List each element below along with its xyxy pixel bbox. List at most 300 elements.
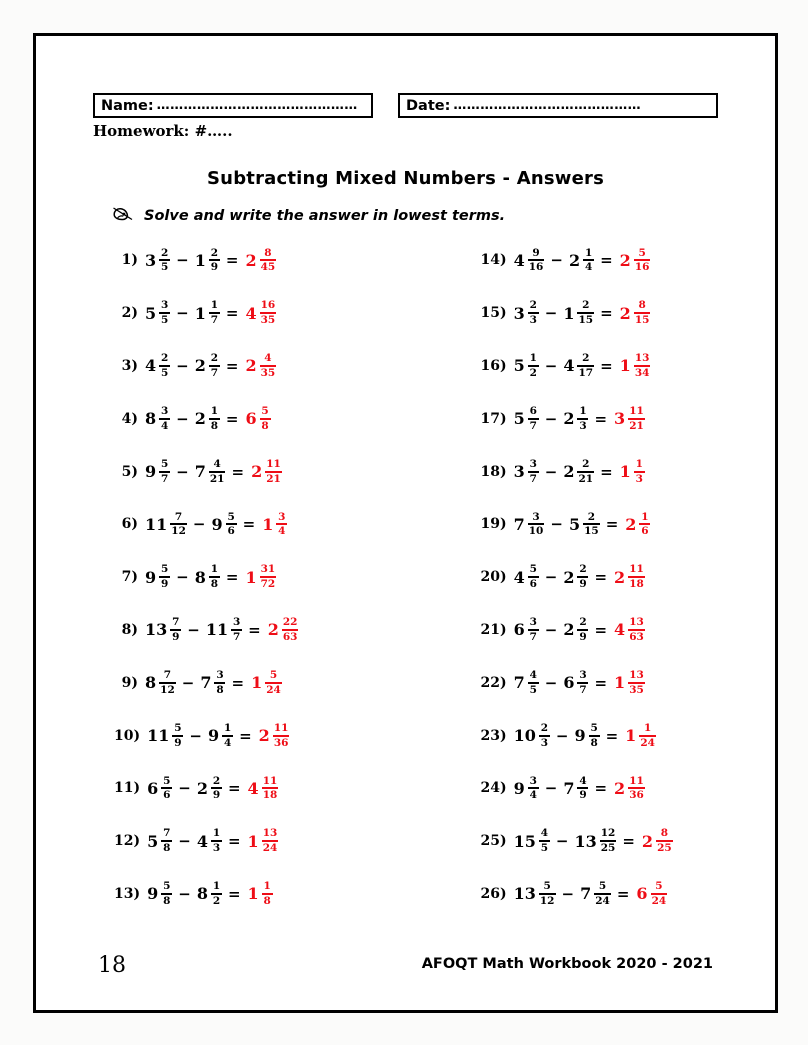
problem-row — [114, 815, 406, 868]
fraction-numerator: 13 — [634, 352, 650, 365]
minus-operator: − — [187, 620, 200, 639]
fraction — [262, 828, 279, 853]
fraction-numerator: 7 — [163, 669, 172, 682]
whole-part: 1 — [245, 567, 257, 587]
mixed-number — [268, 617, 299, 642]
fraction-numerator: 3 — [529, 616, 537, 629]
whole-part: 10 — [513, 726, 536, 746]
problem-row — [481, 498, 776, 551]
fraction-numerator: 2 — [582, 457, 590, 470]
whole-part: 1 — [619, 356, 631, 376]
whole-part: 2 — [245, 356, 257, 376]
fraction — [528, 776, 539, 801]
problem-row — [481, 762, 776, 815]
fraction-denominator: 5 — [160, 314, 169, 327]
problem-expression — [145, 512, 287, 537]
whole-part: 13 — [145, 620, 168, 640]
problem-number: 21) — [480, 621, 507, 638]
minus-operator: − — [176, 462, 189, 481]
fraction-denominator: 21 — [578, 472, 594, 485]
fraction — [628, 564, 645, 589]
fraction-denominator: 9 — [212, 789, 221, 802]
equals-operator: = — [605, 515, 619, 534]
fraction-numerator: 31 — [260, 563, 276, 576]
problem-expression — [514, 512, 651, 537]
whole-part: 4 — [513, 250, 525, 270]
fraction-denominator: 5 — [529, 683, 537, 696]
student-info-row — [93, 93, 718, 118]
fraction — [209, 248, 220, 273]
problem-number: 8) — [121, 621, 138, 638]
fraction — [265, 670, 282, 695]
mixed-number — [145, 564, 170, 589]
fraction — [159, 670, 176, 695]
fraction-numerator: 3 — [216, 669, 224, 682]
mixed-number — [514, 670, 539, 695]
fraction-denominator: 21 — [266, 472, 281, 485]
fraction-numerator: 3 — [232, 616, 241, 629]
fraction — [209, 300, 220, 325]
fraction — [577, 670, 588, 695]
problem-columns — [36, 234, 775, 920]
fraction-numerator: 1 — [635, 457, 643, 470]
minus-operator: − — [561, 884, 575, 903]
problem-row — [114, 445, 406, 498]
fraction-denominator: 3 — [529, 314, 537, 327]
whole-part: 1 — [563, 303, 575, 323]
fraction — [528, 353, 539, 378]
fraction — [528, 670, 539, 695]
mixed-number — [563, 406, 588, 431]
problem-row — [481, 340, 776, 393]
mixed-number — [642, 828, 673, 853]
problem-number: 26) — [480, 885, 507, 902]
fraction-denominator: 8 — [261, 419, 269, 432]
mixed-number — [574, 828, 616, 853]
equals-operator: = — [622, 832, 635, 851]
fraction — [159, 459, 170, 484]
fraction-denominator: 3 — [635, 472, 643, 485]
problem-number: 10) — [114, 727, 141, 744]
page-number: 18 — [98, 953, 126, 978]
problem-row — [114, 340, 406, 393]
minus-operator: − — [544, 620, 558, 639]
fraction — [260, 406, 271, 431]
whole-part: 1 — [262, 514, 274, 534]
mixed-number — [580, 881, 611, 906]
problem-expression — [145, 670, 282, 695]
fraction-numerator: 1 — [223, 721, 232, 734]
mixed-number — [514, 776, 539, 801]
fraction-numerator: 5 — [163, 880, 171, 893]
problem-row — [481, 656, 776, 709]
mixed-number — [195, 459, 226, 484]
whole-part: 3 — [513, 303, 525, 323]
fraction-denominator: 7 — [529, 630, 537, 643]
problem-expression — [145, 353, 276, 378]
equals-operator: = — [600, 251, 613, 270]
equals-operator: = — [227, 779, 241, 798]
fraction-denominator: 9 — [174, 736, 182, 749]
fraction-numerator: 11 — [273, 721, 289, 734]
mixed-number — [251, 670, 282, 695]
fraction — [651, 881, 668, 906]
whole-part: 13 — [513, 884, 536, 904]
name-field[interactable] — [93, 93, 373, 118]
mixed-number — [514, 617, 539, 642]
problem-row — [114, 287, 406, 340]
fraction-numerator: 8 — [660, 827, 669, 840]
fraction-denominator: 24 — [262, 842, 278, 855]
fraction-numerator: 2 — [579, 563, 587, 576]
mixed-number — [251, 459, 282, 484]
fraction — [528, 617, 539, 642]
fraction-numerator: 5 — [261, 405, 269, 418]
fraction — [214, 670, 225, 695]
whole-part: 2 — [641, 831, 654, 851]
minus-operator: − — [176, 304, 189, 323]
fraction-numerator: 2 — [160, 352, 169, 365]
fraction-numerator: 1 — [529, 352, 537, 365]
fraction-denominator: 16 — [634, 261, 650, 274]
mixed-number — [514, 723, 550, 748]
mixed-number — [145, 353, 170, 378]
fraction-numerator: 5 — [227, 510, 235, 523]
fraction-numerator: 8 — [264, 246, 272, 259]
whole-part: 9 — [211, 514, 223, 534]
equals-operator: = — [227, 832, 241, 851]
mixed-number — [248, 776, 279, 801]
whole-part: 2 — [245, 250, 257, 270]
fraction-numerator: 1 — [641, 510, 649, 523]
fraction-numerator: 1 — [210, 299, 219, 312]
equals-operator: = — [616, 884, 630, 903]
date-dotted-line: …………………………………… — [453, 98, 641, 113]
fraction-numerator: 5 — [598, 880, 607, 893]
fraction-denominator: 63 — [282, 630, 298, 643]
problem-number: 3) — [121, 357, 138, 374]
equals-operator: = — [594, 673, 608, 692]
problem-number: 6) — [121, 516, 138, 533]
whole-part: 8 — [145, 409, 157, 429]
fraction-denominator: 18 — [262, 789, 278, 802]
problem-number: 11) — [114, 780, 141, 797]
fraction — [656, 828, 673, 853]
fraction — [159, 564, 170, 589]
fraction-denominator: 3 — [212, 842, 221, 855]
problem-number: 25) — [480, 833, 507, 850]
minus-operator: − — [544, 568, 558, 587]
fraction-denominator: 6 — [641, 525, 649, 538]
fraction-numerator: 3 — [529, 774, 537, 787]
fraction — [273, 723, 290, 748]
fraction — [589, 723, 600, 748]
fraction — [231, 617, 242, 642]
fraction-denominator: 2 — [212, 894, 221, 907]
whole-part: 6 — [636, 884, 648, 904]
whole-part: 2 — [194, 409, 206, 429]
page-title: Subtracting Mixed Numbers - Answers — [207, 168, 604, 190]
fraction-denominator: 7 — [210, 314, 219, 327]
fraction-numerator: 11 — [629, 774, 644, 787]
mixed-number — [514, 459, 539, 484]
problem-expression — [514, 406, 645, 431]
mixed-number — [259, 723, 290, 748]
fraction-denominator: 25 — [657, 842, 672, 855]
problem-number: 15) — [480, 305, 507, 322]
fraction — [628, 670, 645, 695]
whole-part: 11 — [147, 726, 170, 746]
fraction-numerator: 4 — [264, 352, 272, 365]
mixed-number — [145, 406, 170, 431]
problem-expression — [514, 828, 673, 853]
fraction-denominator: 9 — [172, 630, 180, 643]
minus-operator: − — [176, 356, 189, 375]
problem-row — [481, 445, 776, 498]
whole-part: 1 — [247, 831, 259, 851]
problem-row — [114, 392, 406, 445]
fraction — [282, 617, 299, 642]
minus-operator: − — [544, 673, 558, 692]
minus-operator: − — [192, 515, 206, 534]
problem-row — [114, 762, 406, 815]
mixed-number — [248, 881, 273, 906]
fraction — [159, 353, 170, 378]
problem-expression — [514, 617, 645, 642]
problem-row — [481, 234, 776, 287]
equals-operator: = — [594, 409, 608, 428]
fraction — [600, 828, 617, 853]
problem-expression — [514, 459, 645, 484]
fraction-numerator: 1 — [210, 405, 219, 418]
fraction-denominator: 3 — [579, 419, 587, 432]
problem-row — [114, 868, 406, 921]
mixed-number — [514, 564, 539, 589]
fraction — [528, 406, 539, 431]
problem-row — [481, 868, 776, 921]
mixed-number — [211, 512, 236, 537]
whole-part: 1 — [251, 673, 263, 693]
fraction-numerator: 11 — [629, 405, 644, 418]
minus-operator: − — [178, 832, 191, 851]
fraction — [209, 406, 220, 431]
whole-part: 9 — [147, 884, 159, 904]
fraction-denominator: 7 — [160, 472, 169, 485]
mixed-number — [245, 353, 276, 378]
mixed-number — [620, 459, 645, 484]
whole-part: 5 — [513, 356, 525, 376]
mixed-number — [197, 776, 222, 801]
fraction-denominator: 8 — [210, 419, 219, 432]
minus-operator: − — [176, 251, 189, 270]
fraction-denominator: 9 — [160, 578, 169, 591]
fraction — [628, 776, 645, 801]
fraction — [209, 564, 220, 589]
mixed-number — [145, 300, 170, 325]
whole-part: 2 — [563, 567, 575, 587]
whole-part: 2 — [563, 462, 575, 482]
whole-part: 2 — [196, 778, 208, 798]
mixed-number — [563, 459, 594, 484]
fraction-denominator: 12 — [171, 525, 186, 538]
fraction — [583, 248, 594, 273]
whole-part: 9 — [145, 462, 157, 482]
fraction-denominator: 9 — [579, 630, 587, 643]
fraction-denominator: 35 — [629, 683, 644, 696]
fraction — [577, 406, 588, 431]
fraction-numerator: 2 — [529, 299, 537, 312]
equals-operator: = — [225, 568, 239, 587]
problem-number: 9) — [121, 674, 138, 691]
whole-part: 2 — [619, 303, 631, 323]
whole-part: 2 — [563, 620, 575, 640]
fraction-numerator: 1 — [210, 563, 219, 576]
fraction-denominator: 8 — [163, 842, 171, 855]
minus-operator: − — [176, 568, 189, 587]
mixed-number — [245, 300, 276, 325]
fraction — [265, 459, 282, 484]
fraction-denominator: 7 — [232, 630, 241, 643]
date-field[interactable] — [398, 93, 718, 118]
minus-operator: − — [544, 462, 558, 481]
fraction — [159, 406, 170, 431]
fraction-denominator: 24 — [266, 683, 281, 696]
fraction-denominator: 21 — [629, 419, 644, 432]
whole-part: 2 — [258, 726, 270, 746]
mixed-number — [200, 670, 225, 695]
fraction-numerator: 2 — [210, 352, 219, 365]
fraction-numerator: 7 — [172, 616, 180, 629]
name-label: Name: — [101, 97, 154, 114]
fraction — [211, 828, 222, 853]
fraction — [577, 564, 588, 589]
fraction-numerator: 2 — [212, 774, 221, 787]
mixed-number — [195, 564, 220, 589]
equals-operator: = — [227, 884, 241, 903]
problem-expression — [514, 776, 645, 801]
mixed-number — [197, 828, 222, 853]
problem-row — [114, 604, 406, 657]
whole-part: 8 — [196, 884, 208, 904]
mixed-number — [563, 300, 594, 325]
fraction-denominator: 8 — [163, 894, 171, 907]
problem-row — [481, 709, 776, 762]
whole-part: 2 — [614, 778, 626, 798]
minus-operator: − — [544, 779, 558, 798]
fraction-numerator: 2 — [587, 510, 596, 523]
fraction-numerator: 3 — [579, 669, 587, 682]
fraction — [577, 300, 594, 325]
fraction-numerator: 1 — [643, 721, 652, 734]
fraction — [260, 564, 277, 589]
mixed-number — [563, 617, 588, 642]
problem-expression — [145, 617, 298, 642]
problem-row — [481, 551, 776, 604]
fraction-denominator: 4 — [584, 261, 593, 274]
fraction-denominator: 10 — [528, 525, 544, 538]
fraction — [209, 353, 220, 378]
minus-operator: − — [550, 251, 563, 270]
fraction-numerator: 5 — [655, 880, 663, 893]
name-dotted-line: ……………………………………… — [156, 98, 358, 113]
fraction-denominator: 15 — [634, 314, 650, 327]
problem-expression — [514, 670, 645, 695]
equals-operator: = — [600, 304, 613, 323]
fraction-denominator: 9 — [579, 578, 587, 591]
fraction — [262, 881, 273, 906]
fraction-numerator: 1 — [584, 246, 593, 259]
problem-number: 1) — [121, 252, 138, 269]
problem-row — [114, 709, 406, 762]
whole-part: 5 — [513, 409, 525, 429]
fraction — [634, 353, 651, 378]
mixed-number — [195, 406, 220, 431]
whole-part: 4 — [196, 831, 208, 851]
minus-operator: − — [555, 832, 569, 851]
whole-part: 1 — [625, 726, 637, 746]
fraction-denominator: 21 — [209, 472, 225, 485]
fraction — [161, 776, 172, 801]
equals-operator: = — [248, 620, 261, 639]
fraction-numerator: 1 — [212, 827, 221, 840]
fraction-denominator: 5 — [160, 366, 169, 379]
problem-column-right — [406, 234, 776, 920]
fraction — [628, 406, 645, 431]
mixed-number — [197, 881, 222, 906]
fraction — [159, 300, 170, 325]
fraction-numerator: 4 — [213, 457, 221, 470]
fraction-numerator: 7 — [163, 827, 171, 840]
whole-part: 11 — [145, 514, 168, 534]
fraction-numerator: 2 — [210, 246, 219, 259]
fraction — [211, 776, 222, 801]
fraction — [260, 300, 277, 325]
whole-part: 4 — [513, 567, 525, 587]
mixed-number — [514, 353, 539, 378]
equals-operator: = — [600, 462, 613, 481]
fraction-numerator: 1 — [263, 880, 271, 893]
whole-part: 15 — [513, 831, 536, 851]
fraction — [262, 776, 279, 801]
mixed-number — [614, 776, 645, 801]
fraction-denominator: 25 — [600, 842, 616, 855]
whole-part: 9 — [145, 567, 157, 587]
mixed-number — [514, 300, 539, 325]
fraction — [172, 723, 183, 748]
mixed-number — [574, 723, 599, 748]
fraction — [539, 881, 556, 906]
fraction-numerator: 4 — [540, 827, 549, 840]
fraction-numerator: 6 — [529, 405, 537, 418]
mixed-number — [248, 828, 279, 853]
fraction — [211, 881, 222, 906]
equals-operator: = — [225, 356, 239, 375]
whole-part: 4 — [563, 356, 575, 376]
fraction-denominator: 63 — [629, 630, 644, 643]
mixed-number — [636, 881, 667, 906]
fraction-numerator: 3 — [160, 405, 169, 418]
equals-operator: = — [225, 409, 239, 428]
fraction — [628, 617, 645, 642]
fraction-denominator: 7 — [579, 683, 587, 696]
mixed-number — [145, 670, 176, 695]
fraction-denominator: 8 — [216, 683, 224, 696]
fraction-denominator: 34 — [634, 366, 650, 379]
fraction-denominator: 8 — [263, 894, 271, 907]
fraction-denominator: 45 — [260, 261, 276, 274]
homework-label: Homework: #….. — [93, 122, 233, 140]
fraction — [170, 617, 181, 642]
